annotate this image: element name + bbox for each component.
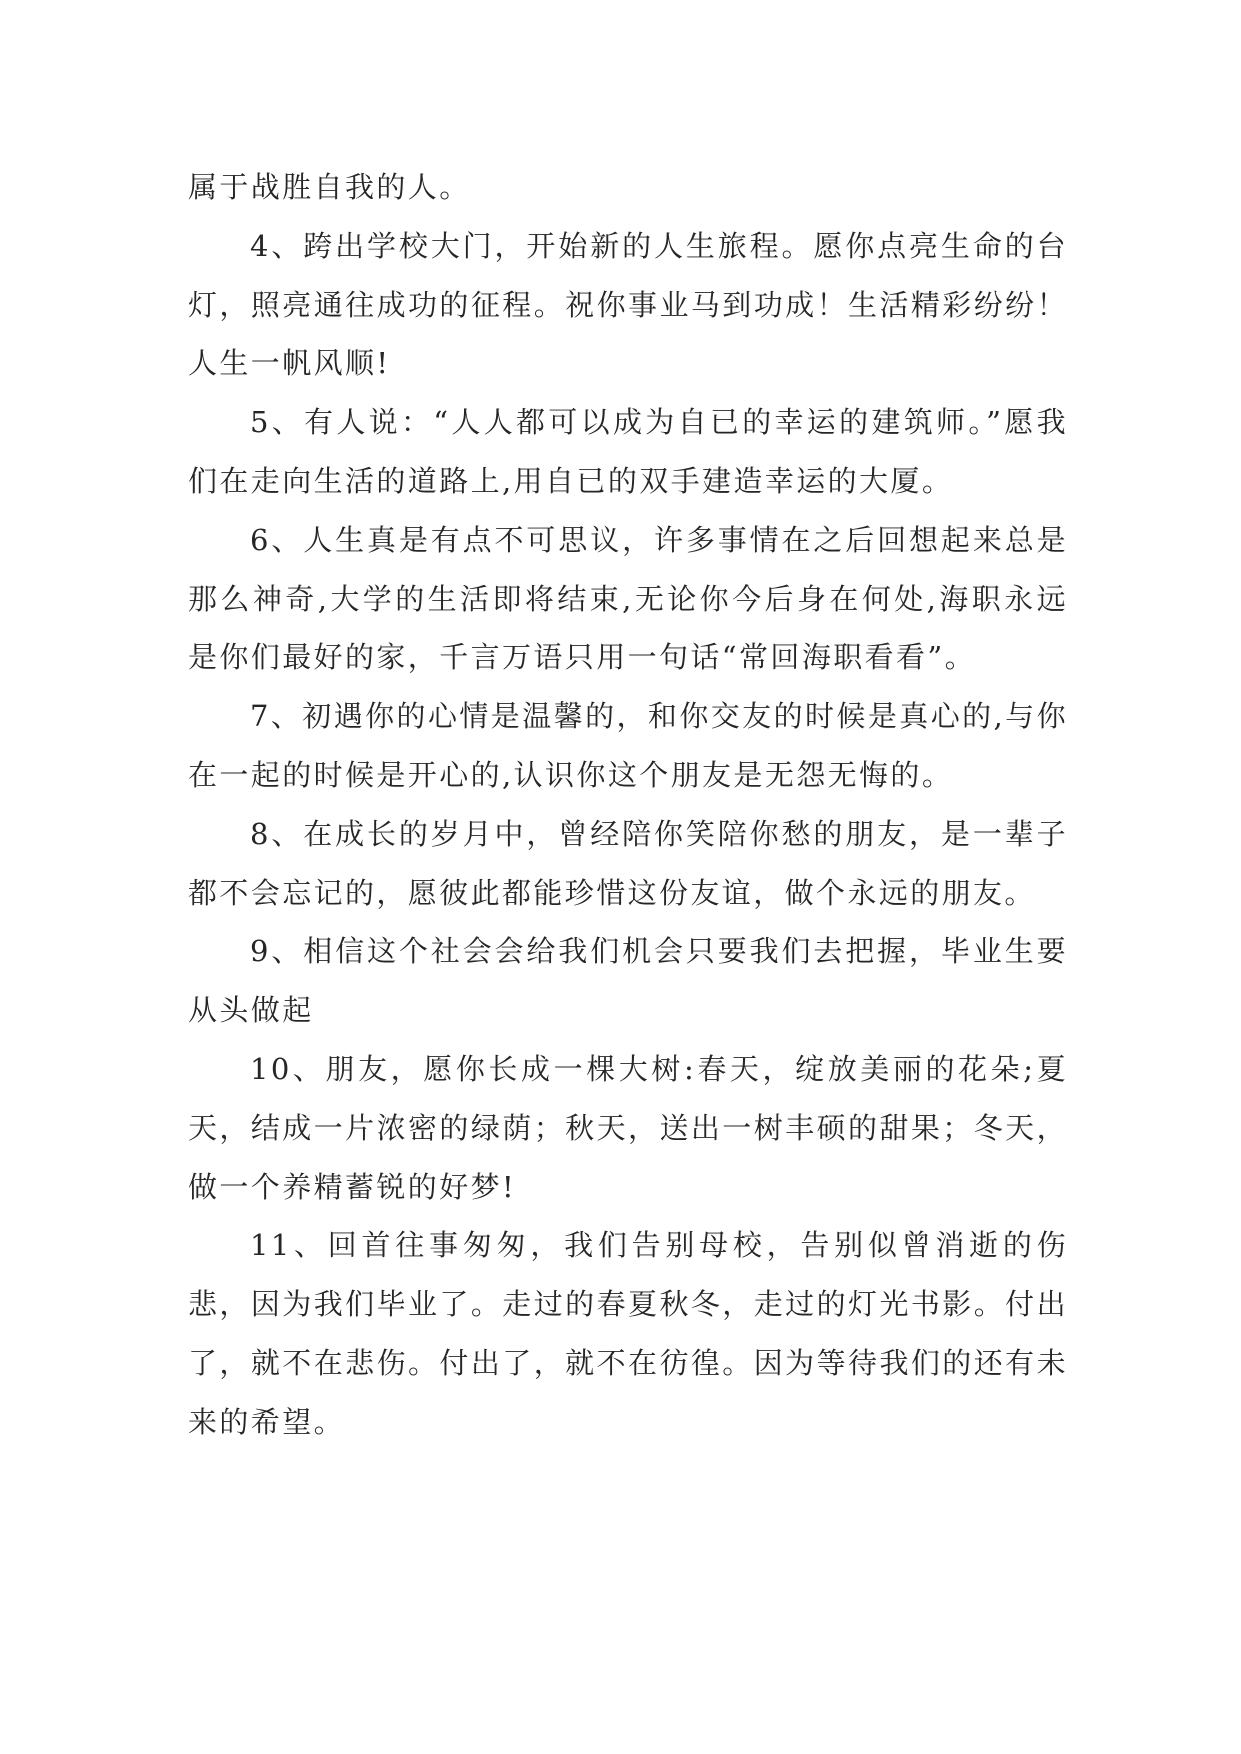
paragraph-item-7: 7、初遇你的心情是温馨的，和你交友的时候是真心的,与你在一起的时候是开心的,认识你这个朋友是无怨无悔的。 (188, 699, 1068, 792)
paragraph-item-8: 8、在成长的岁月中，曾经陪你笑陪你愁的朋友，是一辈子都不会忘记的，愿彼此都能珍惜这份友谊，做个永远的朋友。 (188, 816, 1068, 910)
paragraph-item-10: 10、朋友，愿你长成一棵大树:春天，绽放美丽的花朵;夏天，结成一片浓密的绿荫；秋天，送出一树丰硕的甜果；冬天，做一个养精蓄锐的好梦! (188, 1051, 1068, 1204)
paragraph-item-6: 6、人生真是有点不可思议，许多事情在之后回想起来总是那么神奇,大学的生活即将结束,无论你今后身在何处,海职永远是你们最好的家，千言万语只用一句话“常回海职看看”。 (188, 522, 1068, 675)
paragraph-item-11: 11、回首往事匆匆，我们告别母校，告别似曾消逝的伤悲，因为我们毕业了。走过的春夏秋冬，走过的灯光书影。付出了，就不在悲伤。付出了，就不在彷徨。因为等待我们的还有未来的希望。 (188, 1228, 1068, 1439)
paragraph-continuation: 属于战胜自我的人。 (188, 170, 471, 204)
paragraph-item-4: 4、跨出学校大门，开始新的人生旅程。愿你点亮生命的台灯，照亮通往成功的征程。祝你事业马到功成！生活精彩纷纷！人生一帆风顺! (188, 228, 1068, 381)
document-body (188, 158, 1068, 1452)
paragraph-item-9: 9、相信这个社会会给我们机会只要我们去把握，毕业生要从头做起 (188, 934, 1068, 1028)
paragraph-item-5: 5、有人说：“人人都可以成为自已的幸运的建筑师。”愿我们在走向生活的道路上,用自已的双手建造幸运的大厦。 (188, 405, 1068, 498)
